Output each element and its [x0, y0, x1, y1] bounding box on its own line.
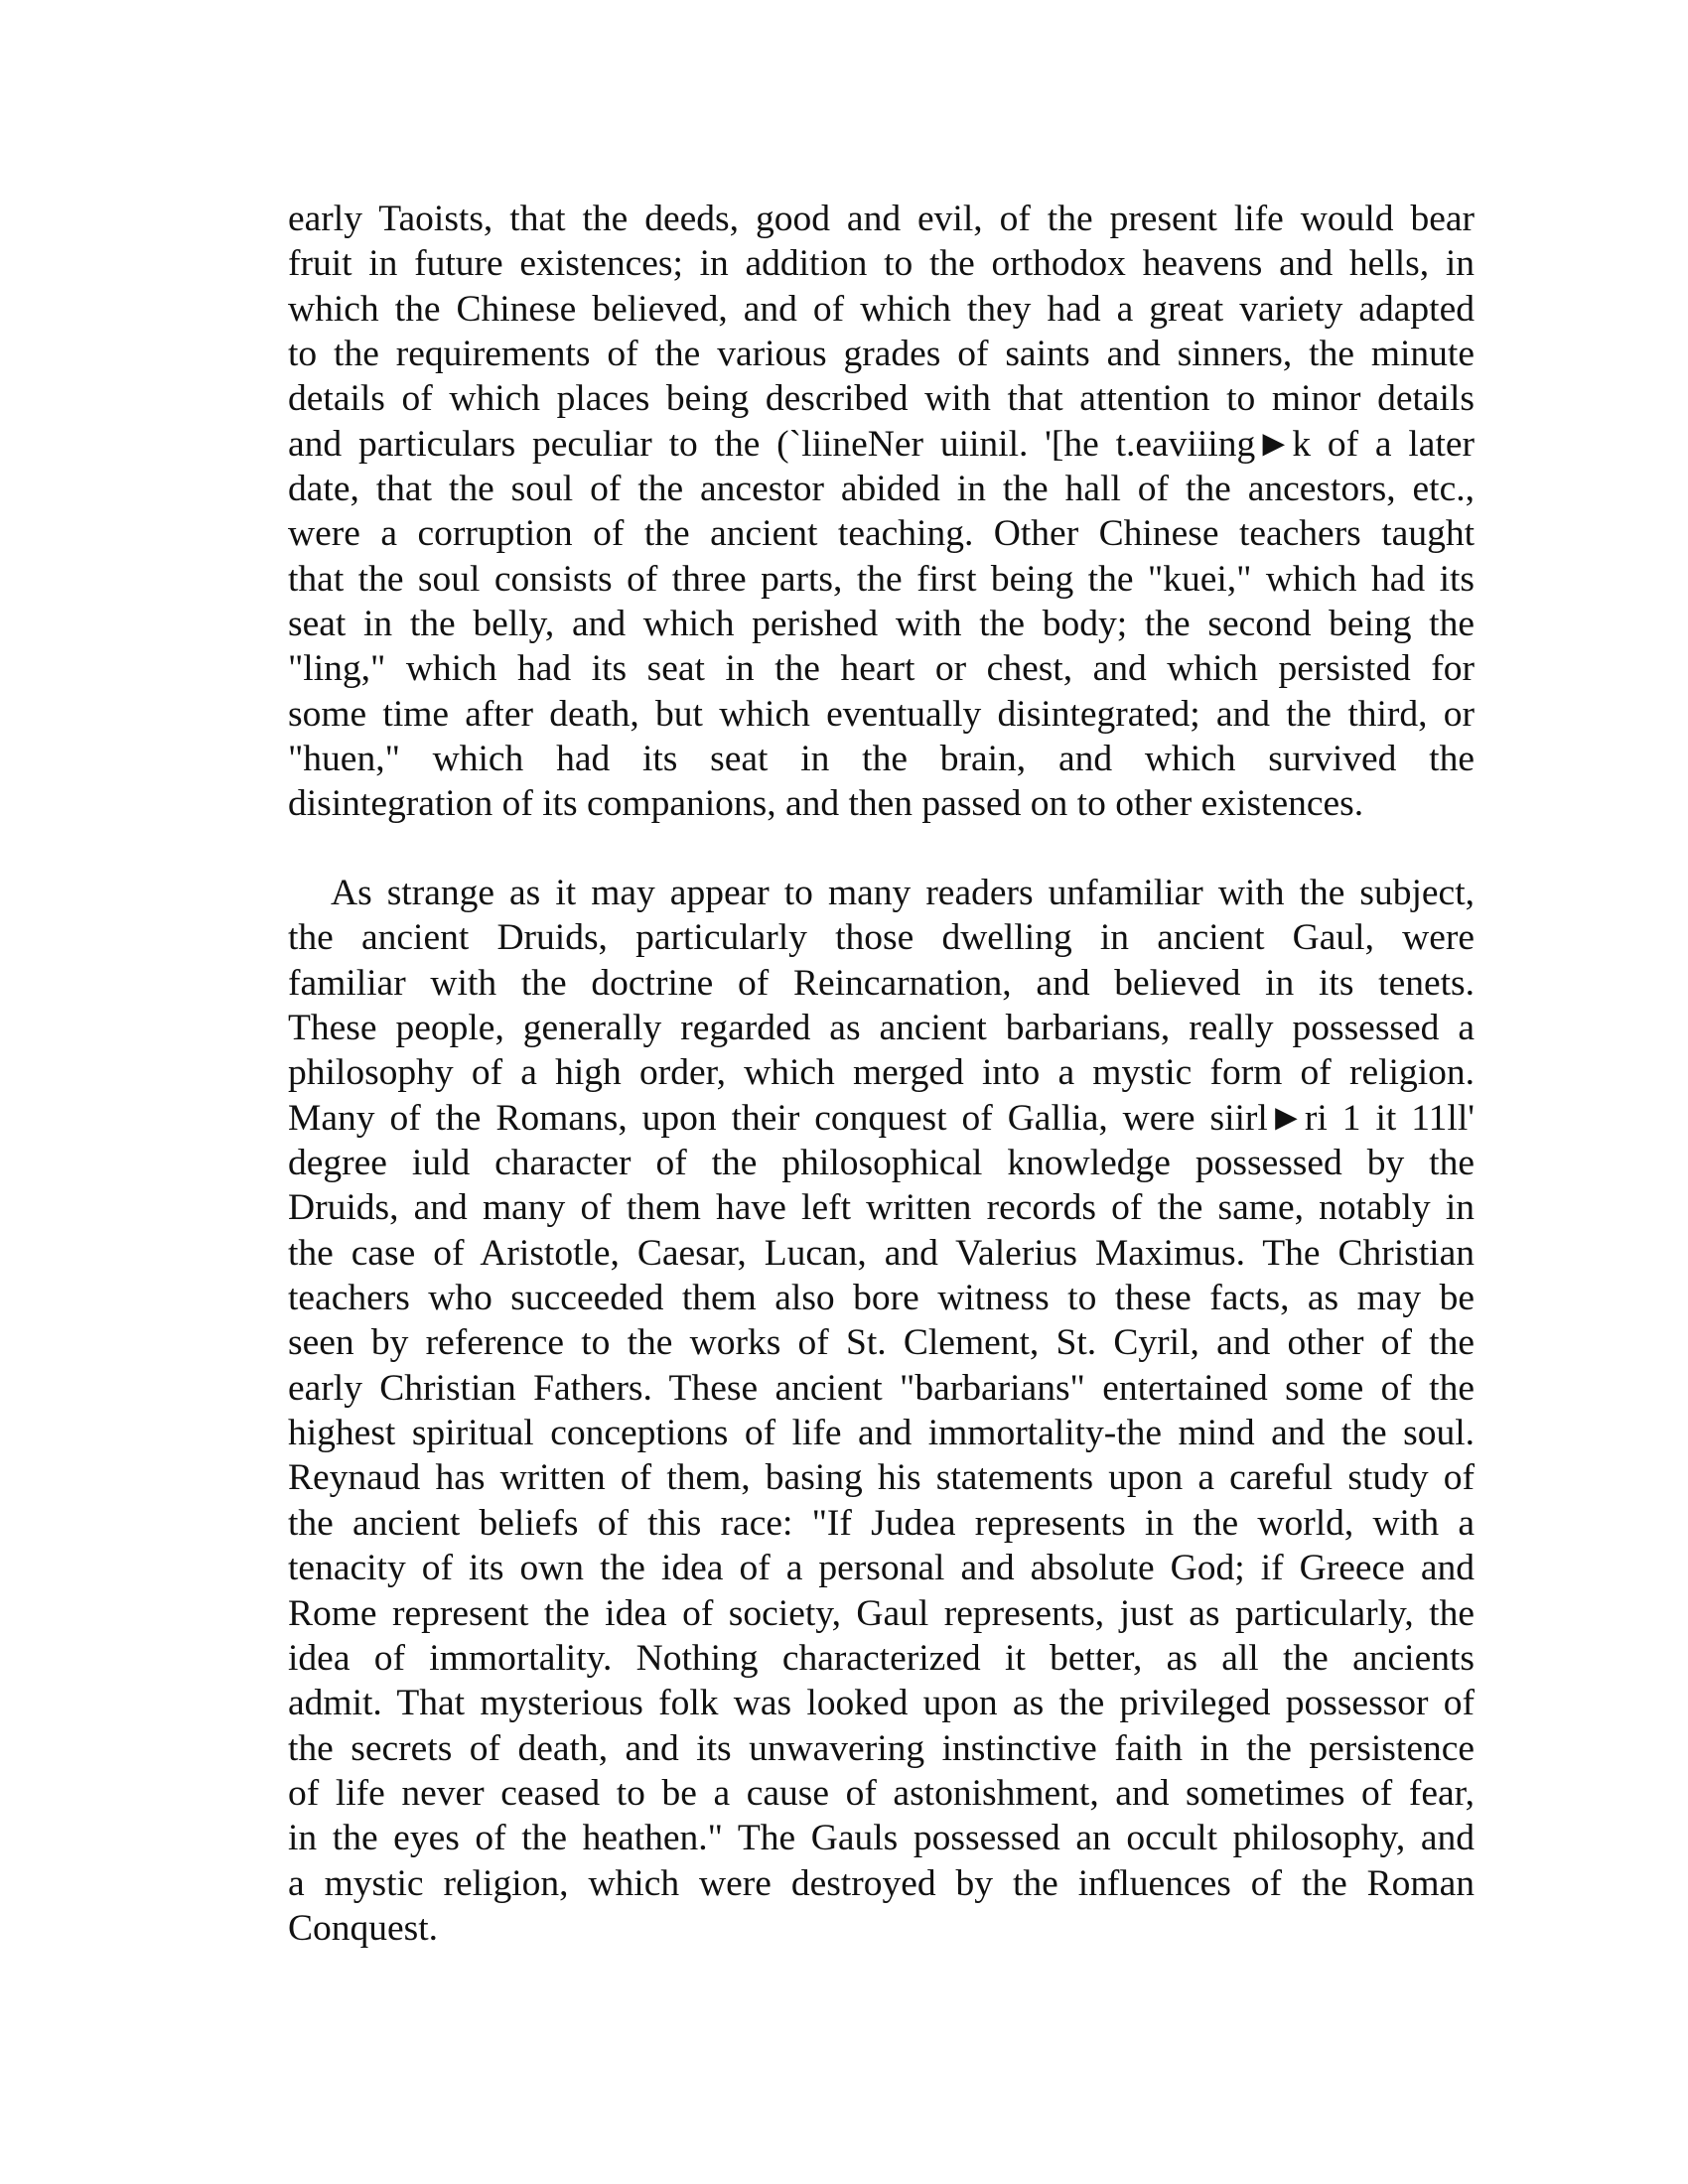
- paragraph-1: [288, 197, 1475, 827]
- text-line: philosophy of a high order, which merged into a mystic form of religion.: [288, 1052, 1475, 1094]
- text-line: a mystic religion, which were destroyed by the influences of the Roman: [288, 1862, 1475, 1904]
- text-line: details of which places being described with that attention to minor details: [288, 378, 1475, 420]
- text-line: the ancient beliefs of this race: "If Judea represents in the world, with a: [288, 1502, 1475, 1544]
- text-line: early Taoists, that the deeds, good and evil, of the present life would bear: [288, 199, 1475, 239]
- text-line: the case of Aristotle, Caesar, Lucan, and Valerius Maximus. The Christian: [288, 1232, 1475, 1274]
- text-line: in the eyes of the heathen." The Gauls possessed an occult philosophy, and: [288, 1818, 1475, 1859]
- text-line: highest spiritual conceptions of life and immortality-the mind and the soul.: [288, 1413, 1475, 1454]
- text-line: Rome represent the idea of society, Gaul represents, just as particularly, the: [288, 1592, 1475, 1634]
- text-line: Many of the Romans, upon their conquest of Gallia, were siirl►ri 1 it 11ll': [288, 1097, 1475, 1139]
- text-line: the secrets of death, and its unwavering instinctive faith in the persistence: [288, 1727, 1475, 1769]
- text-line: of life never ceased to be a cause of astonishment, and sometimes of fear,: [288, 1772, 1475, 1814]
- text-line: degree iuld character of the philosophical knowledge possessed by the: [288, 1143, 1475, 1184]
- text-line: disintegration of its companions, and then passed on to other existences.: [288, 783, 1364, 825]
- text-line: Druids, and many of them have left written records of the same, notably in: [288, 1187, 1475, 1229]
- text-line: which the Chinese believed, and of which they had a great variety adapted: [288, 288, 1475, 330]
- text-line: As strange as it may appear to many readers unfamiliar with the subject,: [331, 873, 1475, 913]
- text-line: and particulars peculiar to the (`liineNer uiinil. '[he t.eaviiing►k of a later: [288, 423, 1475, 465]
- text-line: to the requirements of the various grades of saints and sinners, the minute: [288, 334, 1475, 375]
- text-line: familiar with the doctrine of Reincarnation, and believed in its tenets.: [288, 962, 1475, 1004]
- text-line: the ancient Druids, particularly those dwelling in ancient Gaul, were: [288, 917, 1475, 959]
- text-line: teachers who succeeded them also bore witness to these facts, as may be: [288, 1278, 1475, 1319]
- text-line: some time after death, but which eventually disintegrated; and the third, or: [288, 693, 1475, 735]
- text-line: "huen," which had its seat in the brain, and which survived the: [288, 739, 1475, 780]
- text-line: Reynaud has written of them, basing his statements upon a careful study of: [288, 1457, 1475, 1499]
- text-line: fruit in future existences; in addition to the orthodox heavens and hells, in: [288, 243, 1475, 285]
- text-line: that the soul consists of three parts, the first being the "kuei," which had its: [288, 558, 1475, 600]
- text-line: early Christian Fathers. These ancient "barbarians" entertained some of the: [288, 1367, 1475, 1409]
- text-line: admit. That mysterious folk was looked upon as the privileged possessor of: [288, 1683, 1475, 1724]
- text-line: were a corruption of the ancient teaching. Other Chinese teachers taught: [288, 513, 1475, 555]
- text-line: Conquest.: [288, 1907, 439, 1949]
- text-line: date, that the soul of the ancestor abided in the hall of the ancestors, etc.,: [288, 469, 1475, 510]
- text-line: "ling," which had its seat in the heart or chest, and which persisted for: [288, 648, 1475, 690]
- text-line: tenacity of its own the idea of a personal and absolute God; if Greece and: [288, 1548, 1475, 1589]
- text-line: seat in the belly, and which perished with the body; the second being the: [288, 604, 1475, 645]
- text-line: seen by reference to the works of St. Clement, St. Cyril, and other of the: [288, 1322, 1475, 1364]
- paragraph-2: [288, 871, 1475, 1951]
- text-line: These people, generally regarded as ancient barbarians, really possessed a: [288, 1008, 1475, 1049]
- text-line: idea of immortality. Nothing characterized it better, as all the ancients: [288, 1637, 1475, 1679]
